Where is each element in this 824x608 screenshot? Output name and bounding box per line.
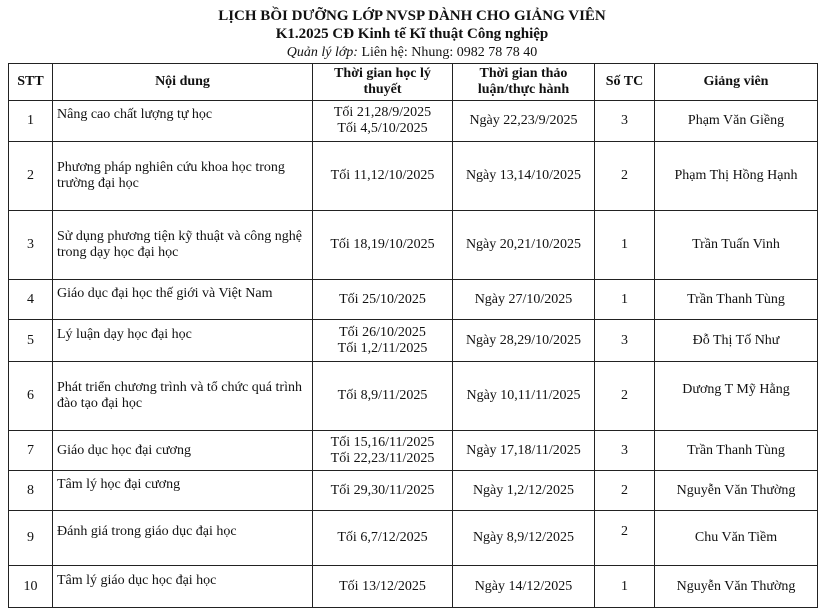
row-content: Lý luận dạy học đại học: [53, 320, 313, 362]
row-practice: Ngày 20,21/10/2025: [453, 211, 595, 280]
row-lecturer: Nguyễn Văn Thường: [655, 471, 818, 511]
row-credits: 3: [595, 320, 655, 362]
table-row: [9, 471, 818, 511]
contact-line: [0, 44, 824, 61]
table-row: [9, 362, 818, 431]
row-credits: 3: [595, 431, 655, 471]
schedule-table: [8, 63, 818, 608]
row-lecturer: Trần Thanh Tùng: [655, 431, 818, 471]
row-practice: Ngày 28,29/10/2025: [453, 320, 595, 362]
row-content: Tâm lý học đại cương: [53, 471, 313, 511]
contact-info: Liên hệ: Nhung: 0982 78 78 40: [361, 45, 538, 60]
table-row: [9, 511, 818, 566]
row-theory: Tối 18,19/10/2025: [313, 211, 453, 280]
table-row: [9, 280, 818, 320]
row-theory: Tối 11,12/10/2025: [313, 142, 453, 211]
row-practice: Ngày 22,23/9/2025: [453, 101, 595, 142]
table-row: [9, 431, 818, 471]
row-lecturer: Chu Văn Tiềm: [655, 511, 818, 566]
row-content: Nâng cao chất lượng tự học: [53, 101, 313, 142]
row-stt: 1: [9, 101, 53, 142]
row-content: Sử dụng phương tiện kỹ thuật và công nghệ trong dạy học đại học: [53, 211, 313, 280]
table-row: [9, 101, 818, 142]
row-lecturer: Trần Tuấn Vinh: [655, 211, 818, 280]
row-lecturer: Phạm Thị Hồng Hạnh: [655, 142, 818, 211]
row-content: Giáo dục đại học thế giới và Việt Nam: [53, 280, 313, 320]
header-row: [9, 64, 818, 101]
row-content: Phương pháp nghiên cứu khoa học trong trường đại học: [53, 142, 313, 211]
row-credits: 2: [595, 471, 655, 511]
page-subtitle: K1.2025 CĐ Kinh tế Kĩ thuật Công nghiệp: [275, 26, 549, 42]
row-theory: Tối 26/10/2025 Tối 1,2/11/2025: [313, 320, 453, 362]
manager-label: Quản lý lớp:: [286, 45, 358, 60]
row-lecturer: Nguyễn Văn Thường: [655, 566, 818, 608]
row-stt: 5: [9, 320, 53, 362]
row-content: Tâm lý giáo dục học đại học: [53, 566, 313, 608]
row-practice: Ngày 10,11/11/2025: [453, 362, 595, 431]
row-stt: 9: [9, 511, 53, 566]
col-header-stt: STT: [9, 64, 53, 101]
row-lecturer: Đỗ Thị Tố Như: [655, 320, 818, 362]
row-credits: 2: [595, 142, 655, 211]
row-credits: 3: [595, 101, 655, 142]
row-stt: 10: [9, 566, 53, 608]
row-theory: Tối 13/12/2025: [313, 566, 453, 608]
row-practice: Ngày 1,2/12/2025: [453, 471, 595, 511]
row-theory: Tối 8,9/11/2025: [313, 362, 453, 431]
table-row: [9, 211, 818, 280]
row-theory: Tối 29,30/11/2025: [313, 471, 453, 511]
row-stt: 7: [9, 431, 53, 471]
table-row: [9, 142, 818, 211]
row-stt: 8: [9, 471, 53, 511]
col-header-practice: Thời gian thảo luận/thực hành: [453, 64, 595, 101]
table-row: [9, 320, 818, 362]
row-lecturer: Trần Thanh Tùng: [655, 280, 818, 320]
row-stt: 3: [9, 211, 53, 280]
row-credits: 2: [595, 362, 655, 431]
row-stt: 4: [9, 280, 53, 320]
row-practice: Ngày 17,18/11/2025: [453, 431, 595, 471]
row-lecturer: Dương T Mỹ Hằng: [655, 362, 818, 431]
row-credits: 1: [595, 566, 655, 608]
col-header-content: Nội dung: [53, 64, 313, 101]
row-credits: 2: [595, 511, 655, 566]
row-content: Giáo dục học đại cương: [53, 431, 313, 471]
row-stt: 2: [9, 142, 53, 211]
row-theory: Tối 15,16/11/2025 Tối 22,23/11/2025: [313, 431, 453, 471]
row-stt: 6: [9, 362, 53, 431]
row-theory: Tối 25/10/2025: [313, 280, 453, 320]
row-lecturer: Phạm Văn Giềng: [655, 101, 818, 142]
row-practice: Ngày 14/12/2025: [453, 566, 595, 608]
row-content: Đánh giá trong giáo dục đại học: [53, 511, 313, 566]
row-practice: Ngày 8,9/12/2025: [453, 511, 595, 566]
row-theory: Tối 21,28/9/2025 Tối 4,5/10/2025: [313, 101, 453, 142]
row-content: Phát triển chương trình và tổ chức quá trình đào tạo đại học: [53, 362, 313, 431]
row-practice: Ngày 27/10/2025: [453, 280, 595, 320]
table-row: [9, 566, 818, 608]
row-credits: 1: [595, 211, 655, 280]
col-header-credits: Số TC: [595, 64, 655, 101]
col-header-theory: Thời gian học lý thuyết: [313, 64, 453, 101]
col-header-lecturer: Giảng viên: [655, 64, 818, 101]
page-title: LỊCH BỒI DƯỠNG LỚP NVSP DÀNH CHO GIẢNG VIÊN: [218, 8, 606, 24]
row-theory: Tối 6,7/12/2025: [313, 511, 453, 566]
row-credits: 1: [595, 280, 655, 320]
row-practice: Ngày 13,14/10/2025: [453, 142, 595, 211]
